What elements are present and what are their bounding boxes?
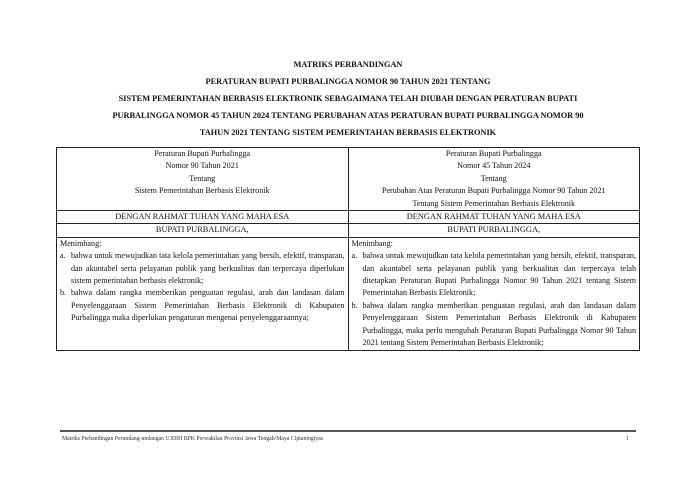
menimbang-label: Menimbang: (351, 238, 393, 248)
item-text: bahwa untuk mewujudkan tata kelola pemerintahan yang bersih, efektif, transparan, dan akuntabel serta pelayanan publik yang berkualitas dan terpercaya diperlukan sistem pemerintahan berbasis elektronik; (71, 251, 345, 286)
footer-divider (60, 430, 636, 432)
page-number: 1 (626, 436, 629, 442)
right-header-line: Nomor 45 Tahun 2024 (457, 161, 531, 171)
item-text: bahwa untuk mewujudkan tata kelola pemerintahan yang bersih, efektif, transparan, dan akuntabel serta pelayanan publik yang berkualitas dan terpercaya telah ditetapkan Peraturan Bupati Purbalingga Nomor 90 Tahun 2021 tentang Sistem Pemerintahan Berbasis Elektronik; (362, 251, 636, 298)
list-item (60, 287, 345, 324)
table-row (57, 237, 640, 350)
item-text: bahwa dalam rangka memberikan penguatan regulasi, arah dan landasan dalam Penyelenggaraan Sistem Pemerintahan Berbasis Elektronik di Kabupaten Purbalingga maka diperlukan pengaturan mengenai penyelenggaraannya; (71, 288, 345, 323)
list-item (352, 250, 637, 300)
left-header-cell (57, 148, 349, 211)
title-line: SISTEM PEMERINTAHAN BERBASIS ELEKTRONIK SEBAGAIMANA TELAH DIUBAH DENGAN PERATURAN BUPATI (118, 94, 578, 103)
table-row (57, 211, 640, 224)
menimbang-label: Menimbang: (60, 238, 102, 248)
right-header-line: Perubahan Atas Peraturan Bupati Purbalingga Nomor 90 Tahun 2021 (381, 186, 606, 196)
title-line: TAHUN 2021 TENTANG SISTEM PEMERINTAHAN BERBASIS ELEKTRONIK (199, 128, 497, 137)
item-letter: b. (60, 288, 67, 298)
right-header-line: Tentang (480, 173, 507, 183)
title-line: PERATURAN BUPATI PURBALINGGA NOMOR 90 TAHUN 2021 TENTANG (205, 77, 491, 86)
left-menimbang-cell (57, 237, 349, 350)
right-header-cell (348, 148, 640, 211)
document-title (40, 56, 656, 141)
footer-text: Matriks Perbandingan Perundang-undangan UJDIH BPK Perwakilan Provinsi Jawa Tengah/Maya Ciptaningtyas (62, 436, 324, 442)
left-bupati-cell: BUPATI PURBALINGGA, (57, 224, 349, 237)
left-header-line: Peraturan Bupati Purbalingga (154, 149, 251, 158)
left-header-line: Nomor 90 Tahun 2021 (165, 161, 239, 171)
left-rahmat-cell: DENGAN RAHMAT TUHAN YANG MAHA ESA (57, 211, 349, 224)
left-header-line: Tentang (189, 173, 216, 183)
title-line: PURBALINGGA NOMOR 45 TAHUN 2024 TENTANG PERUBAHAN ATAS PERATURAN BUPATI PURBALINGGA NOMOR 90 (112, 111, 584, 120)
item-letter: b. (351, 300, 358, 310)
right-rahmat-cell: DENGAN RAHMAT TUHAN YANG MAHA ESA (348, 211, 640, 224)
item-letter: a. (351, 251, 358, 261)
table-row (57, 148, 640, 211)
list-item (60, 250, 345, 287)
left-header-line: Sistem Pemerintahan Berbasis Elektronik (134, 186, 270, 196)
title-line: MATRIKS PERBANDINGAN (293, 60, 403, 69)
list-item (352, 300, 637, 350)
right-bupati-cell: BUPATI PURBALINGGA, (348, 224, 640, 237)
table-row (57, 224, 640, 237)
right-header-line: Peraturan Bupati Purbalingga (445, 149, 542, 158)
right-header-line: Tentang Sistem Pemerintahan Berbasis Elektronik (412, 198, 576, 208)
item-text: bahwa dalam rangka memberikan penguatan regulasi, arah dan landasan dalam Penyelenggaraan Sistem Pemerintahan Berbasis Elektronik di Kabupaten Purbalingga, maka perlu mengubah Peraturan Bupati Purbalingga Nomor 90 Tahun 2021 tentang Sistem Pemerintahan Berbasis Elektronik; (362, 300, 636, 348)
comparison-table (56, 147, 640, 351)
right-menimbang-cell (348, 237, 640, 350)
item-letter: a. (60, 251, 66, 261)
